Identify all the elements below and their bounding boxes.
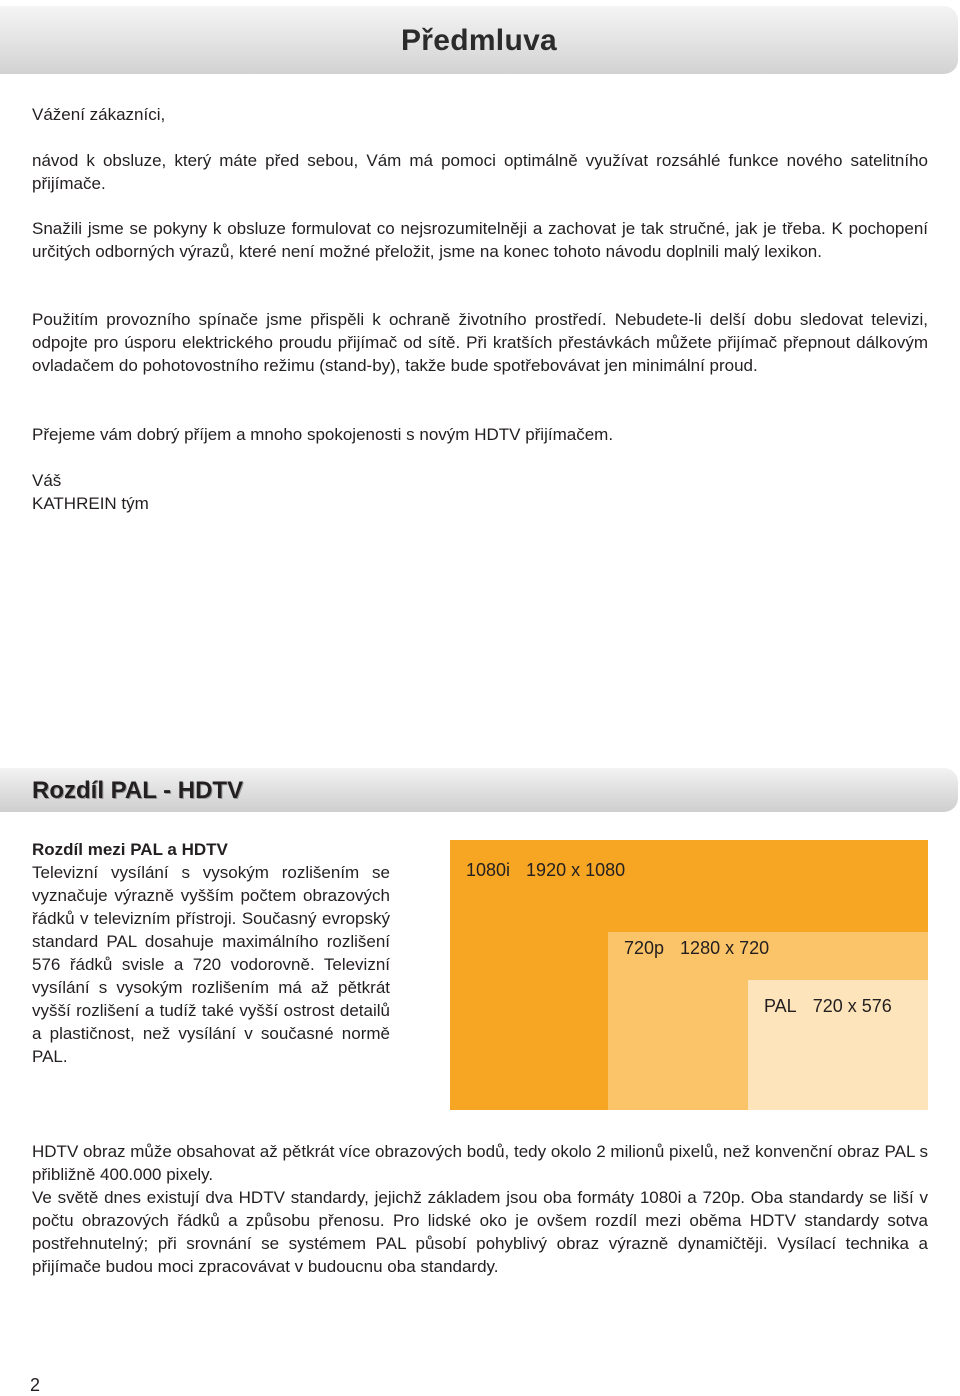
resolution-box-pal [748,980,928,1110]
hdtv-paragraph-2: Ve světě dnes existují dva HDTV standardy, jejichž základem jsou oba formáty 1080i a 720p. Oba standardy se liší v počtu obrazových řádků a způsobu přenosu. Pro lidské oko je ovšem rozdíl mezi oběma HDTV standardy sotva postřehnutelný; při srovnání se systémem PAL působí pohyblivý obraz výrazně dynamičtěji. Vysílací technika a přijímače budou moci zpracovávat v budoucnu oba standardy. [32,1188,928,1276]
page-number: 2 [30,1375,41,1395]
resolution-label-pal [764,996,892,1017]
preface-paragraph-2: Snažili jsme se pokyny k obsluze formulovat co nejsrozumitelněji a zachovat je tak stručné, jak je třeba. K pochopení určitých odborných výrazů, které není možné přeložit, jsme na konec tohoto návodu doplnili malý lexikon. [32,219,928,261]
hdtv-paragraph-1: HDTV obraz může obsahovat až pětkrát více obrazových bodů, tedy okolo 2 milionů pixelů, než konvenční obraz PAL s přibližně 400.000 pixely. [32,1142,928,1184]
signature-line-1: Váš [32,471,62,490]
preface-paragraph-3: Použitím provozního spínače jsme přispěli k ochraně životního prostředí. Nebudete-li delší dobu sledovat televizi, odpojte pro úsporu elektrického proudu přijímač od sítě. Při kratších přestávkách můžete přijímač přepnout dálkovým ovladačem do pohotovostního režimu (stand-by), takže bude spotřebovávat jen minimální proud. [32,310,928,375]
resolution-label-1080i [466,860,625,881]
preface-paragraph-1: návod k obsluze, který máte před sebou, Vám má pomoci optimálně využívat rozsáhlé funkce nového satelitního přijímače. [32,151,928,193]
resolution-pal: 720 x 576 [812,996,892,1016]
resolution-label-720p [624,938,769,959]
section-body: Televizní vysílání s vysokým rozlišením se vyznačuje výrazně vyšším počtem obrazových řádků v televizním přístroji. Současný evropský standard PAL dosahuje maximálního rozlišení 576 řádků svisle a 720 vodorovně. Televizní vysílání s vysokým rozlišením má až pětkrát vyšší rozlišení a tudíž také vyšší ostrost detailů a plastičnost, než vysílání v současné normě PAL. [32,863,390,1066]
resolution-diagram [450,840,928,1110]
section-title: Rozdíl PAL - HDTV [32,777,244,804]
resolution-720p: 1280 x 720 [680,938,770,958]
signature-line-2: KATHREIN tým [32,494,149,513]
page-title-bar [0,6,958,74]
section-title-bar [0,768,958,812]
signature [32,469,928,515]
format-720p: 720p [624,938,665,958]
comparison-text [32,838,390,1068]
format-1080i: 1080i [466,860,511,880]
page-title: Předmluva [400,24,558,57]
section-subheading: Rozdíl mezi PAL a HDTV [32,840,228,859]
format-pal: PAL [764,996,797,1016]
greeting: Vážení zákazníci, [32,105,166,124]
resolution-1080i: 1920 x 1080 [526,860,626,880]
preface-paragraph-4: Přejeme vám dobrý příjem a mnoho spokojenosti s novým HDTV přijímačem. [32,425,614,444]
